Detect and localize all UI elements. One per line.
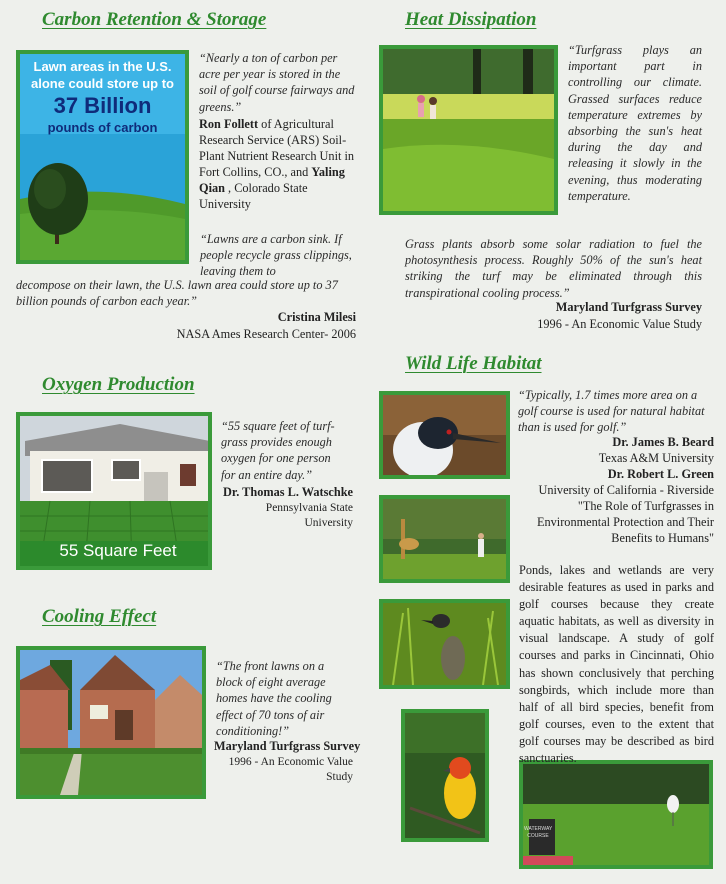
carbon-box-big: 37 Billion bbox=[53, 93, 152, 118]
carbon-attr-name-2: Yaling Qian bbox=[199, 165, 345, 195]
cooling-quote: “The front lawns on a block of eight average homes have the cooling effect of 70 tons of air conditioning!” bbox=[216, 659, 332, 738]
wildlife-attr-name-1: Dr. James B. Beard bbox=[612, 435, 714, 449]
carbon-attribution-1 bbox=[199, 116, 359, 212]
cooling-heading: Cooling Effect bbox=[42, 606, 157, 627]
oxygen-attr-name: Dr. Thomas L. Watschke bbox=[223, 485, 353, 499]
golfer-giraffe-image bbox=[379, 495, 510, 583]
carbon-heading: Carbon Retention & Storage bbox=[42, 9, 267, 30]
wildlife-attr-name-2: Dr. Robert L. Green bbox=[607, 467, 714, 481]
oxygen-quote: “55 square feet of turf-grass provides enough oxygen for one person for an entire day.” bbox=[221, 419, 335, 482]
wildlife-attr-org-2: University of California - Riverside bbox=[538, 483, 714, 497]
cooling-attr-line-3: Study bbox=[326, 771, 353, 783]
carbon-box-line3: pounds of carbon bbox=[47, 120, 158, 135]
cooling-attr-name: Maryland Turfgrass Survey bbox=[214, 739, 361, 753]
carbon-attr-end: , Colorado State University bbox=[199, 181, 308, 211]
sign-line-2: COURSE bbox=[527, 833, 549, 839]
cooling-homes-image bbox=[16, 646, 206, 799]
heat-attr-name: Maryland Turfgrass Survey bbox=[555, 300, 702, 314]
golf-sign bbox=[524, 826, 552, 840]
carbon-quote-2a: “Lawns are a carbon sink. If people recycle grass clippings, leaving them to bbox=[200, 232, 352, 279]
carbon-attr-name-1: Ron Follett bbox=[199, 117, 259, 131]
golf-course-heron-image bbox=[519, 760, 713, 869]
tanager-image bbox=[401, 709, 489, 842]
heat-heading: Heat Dissipation bbox=[405, 9, 537, 30]
wildlife-heading: Wild Life Habitat bbox=[405, 353, 542, 374]
wildlife-body-text: Ponds, lakes and wetlands are very desirable features as used in parks and golf courses because they create aquatic habitats, as well as diversity in visual landscape. A study of golf courses and parks in Cincinnati, Ohio has shown conclusively that perching songbirds, which include more than half of all bird species, benefit from golf courses, even to the extent that golf courses may be described as bird sanctuaries. bbox=[519, 563, 714, 766]
heat-quote-2: Grass plants absorb some solar radiation to fuel the photosynthesis process. Roughly 50% of the sun's heat striking the turf may be eliminated through this transpirational cooling process.” bbox=[405, 237, 702, 300]
wildlife-attr-org-1: Texas A&M University bbox=[598, 451, 714, 465]
carbon-attr-2-name: Cristina Milesi bbox=[277, 310, 356, 324]
wildlife-attr-title-1: "The Role of Turfgrasses in bbox=[577, 499, 714, 513]
oxygen-attr-org-1: Pennsylvania State bbox=[265, 502, 353, 514]
heat-park-image bbox=[379, 45, 558, 215]
wildlife-attr-title-2: Environmental Protection and Their bbox=[536, 515, 714, 529]
oxygen-heading: Oxygen Production bbox=[42, 374, 195, 395]
cooling-attr-line-2: 1996 - An Economic Value bbox=[228, 756, 353, 768]
carbon-attr-2-org: NASA Ames Research Center- 2006 bbox=[176, 327, 356, 341]
carbon-box-line1: Lawn areas in the U.S. bbox=[33, 59, 172, 74]
wildlife-quote: “Typically, 1.7 times more area on a golf course is used for natural habitat than is used for golf.” bbox=[518, 388, 705, 435]
carbon-attr-mid: of Agricultural Research Service (ARS) Soil-Plant Nutrient Research Unit in Fort Collins, CO., and bbox=[199, 117, 355, 179]
carbon-stat-box bbox=[20, 54, 185, 136]
oxygen-caption: 55 Square Feet bbox=[59, 541, 177, 560]
oxygen-attr-org-2: University bbox=[304, 517, 353, 529]
carbon-quote-2b: decompose on their lawn, the U.S. lawn area could store up to 37 billion pounds of carbon each year.” bbox=[16, 278, 338, 309]
bird-in-grass-image bbox=[379, 599, 510, 689]
heat-attr-line-2: 1996 - An Economic Value Study bbox=[537, 317, 702, 331]
sign-line-1: WATERWAY bbox=[524, 826, 553, 832]
carbon-quote-1: “Nearly a ton of carbon per acre per year is stored in the soil of golf course fairways and greens.” bbox=[199, 51, 355, 114]
carbon-box-line2: alone could store up to bbox=[30, 76, 174, 91]
heron-image bbox=[379, 391, 510, 479]
heat-quote-1: “Turfgrass plays an important part in controlling our climate. Grassed surfaces reduce temperature extremes by absorbing the sun's heat during the day and releasing it slowly in the evening, thus moderating temperature. bbox=[568, 43, 702, 203]
wildlife-attr-title-3: Benefits to Humans" bbox=[611, 531, 714, 545]
